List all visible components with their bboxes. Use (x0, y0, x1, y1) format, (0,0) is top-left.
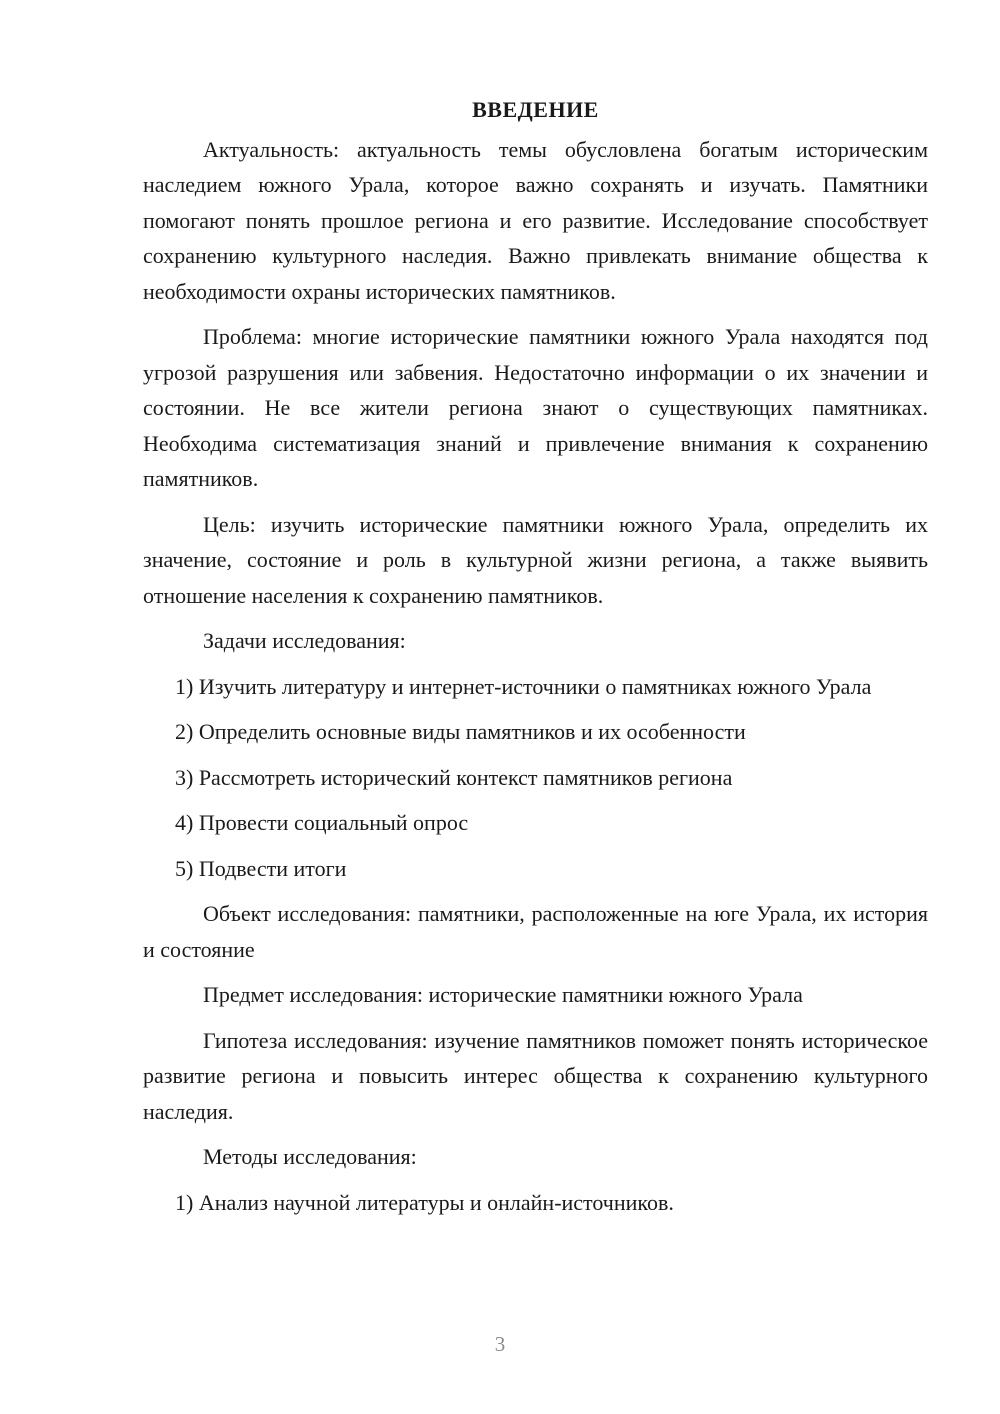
task-item-5: 5) Подвести итоги (175, 855, 347, 881)
document-page (143, 92, 928, 1230)
task-item-3: 3) Рассмотреть исторический контекст памятников региона (175, 764, 733, 790)
methods-heading: Методы исследования: (203, 1144, 417, 1169)
relevance-paragraph: Актуальность: актуальность темы обусловлена богатым историческим наследием южного Урала, которое важно сохранять и изучать. Памятники помогают понять прошлое региона и его развитие. Исследование способствует сохранению культурного наследия. Важно привлекать внимание общества к необходимости охраны исторических памятников. (143, 136, 928, 304)
hypothesis-paragraph: Гипотеза исследования: изучение памятников поможет понять историческое развитие региона и повысить интерес общества к сохранению культурного наследия. (143, 1027, 928, 1124)
task-item-1: 1) Изучить литературу и интернет-источники о памятниках южного Урала (175, 673, 872, 699)
page-title: ВВЕДЕНИЕ (472, 97, 599, 122)
problem-paragraph: Проблема: многие исторические памятники южного Урала находятся под угрозой разрушения или забвения. Недостаточно информации о их значении и состоянии. Не все жители региона знают о существующих памятниках. Необходима систематизация знаний и привлечение внимания к сохранению памятников. (143, 324, 928, 491)
goal-paragraph: Цель: изучить исторические памятники южного Урала, определить их значение, состояние и роль в культурной жизни региона, а также выявить отношение населения к сохранению памятников. (143, 511, 928, 608)
task-item-2: 2) Определить основные виды памятников и их особенности (175, 719, 746, 744)
object-paragraph: Объект исследования: памятники, расположенные на юге Урала, их история и состояние (143, 901, 928, 962)
tasks-heading: Задачи исследования: (203, 628, 406, 653)
page-number: 3 (494, 1332, 506, 1356)
method-item-1: 1) Анализ научной литературы и онлайн-источников. (175, 1189, 674, 1215)
subject-paragraph: Предмет исследования: исторические памятники южного Урала (203, 982, 803, 1007)
task-item-4: 4) Провести социальный опрос (175, 810, 469, 835)
